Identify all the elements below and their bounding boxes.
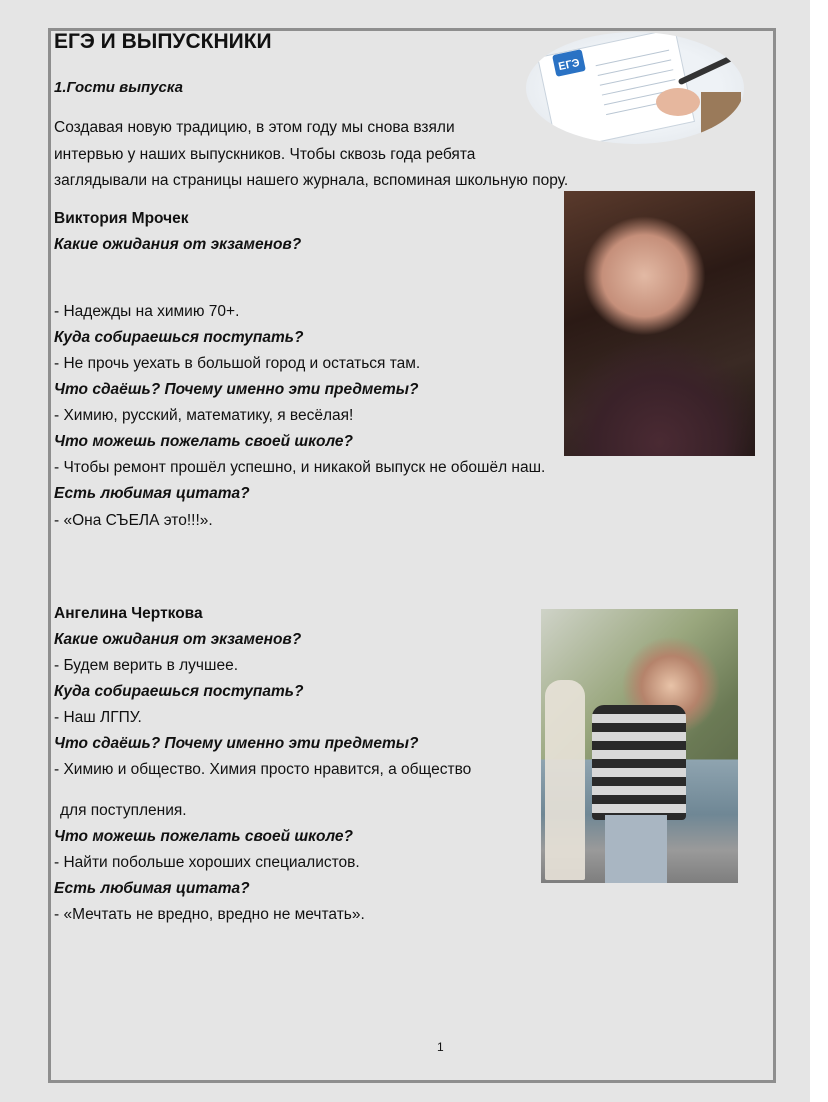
intro-line-3: заглядывали на страницы нашего журнала, вспоминая школьную пору.	[54, 172, 569, 189]
page-number: 1	[437, 1040, 444, 1054]
viktoria-portrait-photo	[564, 191, 755, 456]
answer-quote-2: - «Мечтать не вредно, вредно не мечтать».	[54, 906, 365, 923]
question-university-1: Куда собираешься поступать?	[54, 329, 304, 346]
question-quote-1: Есть любимая цитата?	[54, 485, 250, 502]
photo-striped-sweater	[592, 705, 686, 820]
question-wish-2: Что можешь пожелать своей школе?	[54, 828, 353, 845]
answer-wish-1: - Чтобы ремонт прошёл успешно, и никакой выпуск не обошёл наш.	[54, 459, 546, 476]
answer-wish-2: - Найти побольше хороших специалистов.	[54, 854, 360, 871]
interviewee-name-2: Ангелина Черткова	[54, 605, 203, 622]
exam-form-image	[526, 32, 744, 144]
question-wish-1: Что можешь пожелать своей школе?	[54, 433, 353, 450]
answer-subjects-1: - Химию, русский, математику, я весёлая!	[54, 407, 354, 424]
exam-form-illustration	[526, 32, 744, 144]
answer-university-1: - Не прочь уехать в большой город и остаться там.	[54, 355, 421, 372]
answer-quote-1: - «Она СЪЕЛА это!!!».	[54, 512, 213, 529]
interviewee-name-1: Виктория Мрочек	[54, 210, 189, 227]
question-subjects-1: Что сдаёшь? Почему именно эти предметы?	[54, 381, 419, 398]
question-quote-2: Есть любимая цитата?	[54, 880, 250, 897]
photo-background-figure	[545, 680, 585, 880]
answer-expectations-1: - Надежды на химию 70+.	[54, 303, 240, 320]
section-heading: 1.Гости выпуска	[54, 79, 183, 96]
answer-subjects-2-line-2: для поступления.	[60, 802, 187, 819]
intro-line-2: интервью у наших выпускников. Чтобы сквозь года ребята	[54, 146, 476, 163]
intro-line-1: Создавая новую традицию, в этом году мы снова взяли	[54, 119, 455, 136]
question-expectations-1: Какие ожидания от экзаменов?	[54, 236, 302, 253]
question-subjects-2: Что сдаёшь? Почему именно эти предметы?	[54, 735, 419, 752]
answer-university-2: - Наш ЛГПУ.	[54, 709, 142, 726]
answer-subjects-2-line-1: - Химию и общество. Химия просто нравится, а общество	[54, 761, 472, 778]
question-expectations-2: Какие ожидания от экзаменов?	[54, 631, 302, 648]
page-title: ЕГЭ И ВЫПУСКНИКИ	[54, 30, 272, 53]
exam-logo-text: ЕГЭ	[557, 56, 581, 74]
answer-expectations-2: - Будем верить в лучшее.	[54, 657, 238, 674]
question-university-2: Куда собираешься поступать?	[54, 683, 304, 700]
photo-jeans	[605, 815, 667, 883]
